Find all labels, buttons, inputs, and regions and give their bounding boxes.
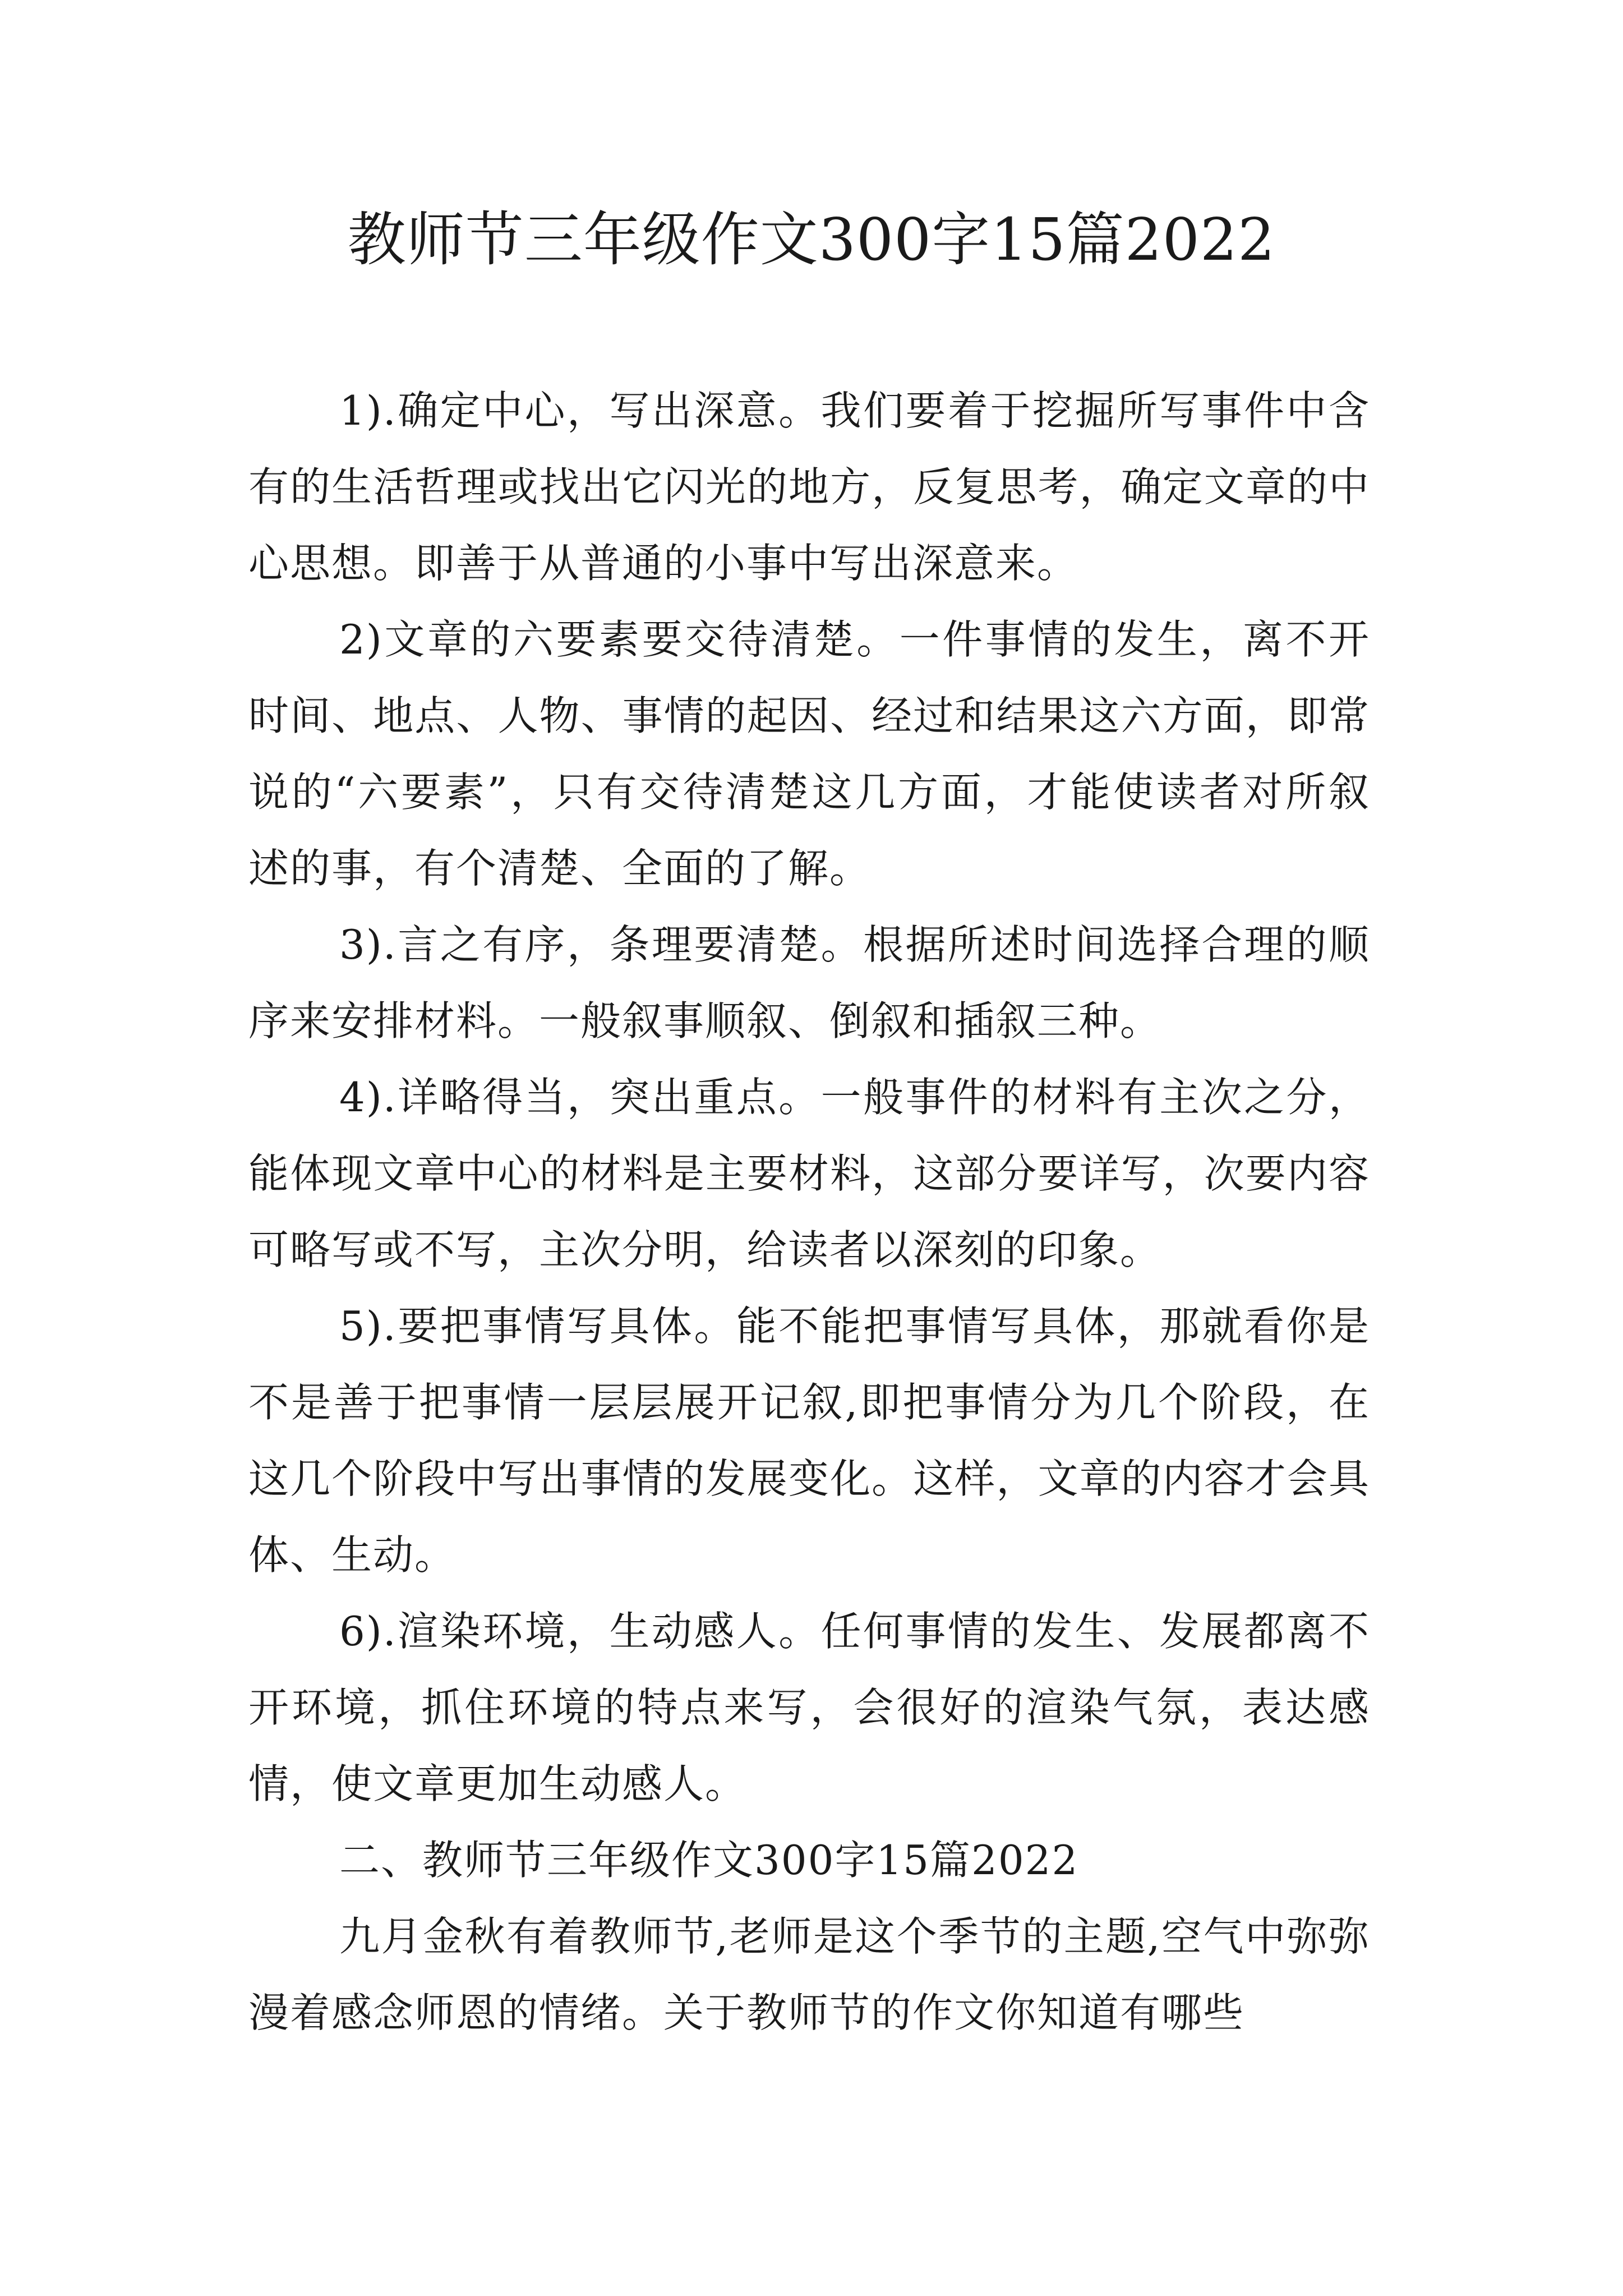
paragraph-3: 3).言之有序，条理要清楚。根据所述时间选择合理的顺序来安排材料。一般叙事顺叙、倒叙和插叙三种。	[248, 921, 1370, 1045]
paragraph-6: 6).渲染环境，生动感人。任何事情的发生、发展都离不开环境，抓住环境的特点来写，会很好的渲染气氛，表达感情，使文章更加生动感人。	[248, 1608, 1370, 1807]
paragraph-1: 1).确定中心，写出深意。我们要着于挖掘所写事件中含有的生活哲理或找出它闪光的地方，反复思考，确定文章的中心思想。即善于从普通的小事中写出深意来。	[248, 387, 1370, 587]
paragraph-5: 5).要把事情写具体。能不能把事情写具体，那就看你是不是善于把事情一层层展开记叙,即把事情分为几个阶段，在这几个阶段中写出事情的发展变化。这样，文章的内容才会具体、生动。	[248, 1303, 1370, 1579]
paragraph-2: 2)文章的六要素要交待清楚。一件事情的发生，离不开时间、地点、人物、事情的起因、经过和结果这六方面，即常说的“六要素”，只有交待清楚这几方面，才能使读者对所叙述的事，有个清楚、全面的了解。	[248, 616, 1370, 892]
document-title: 教师节三年级作文300字15篇2022	[347, 205, 1276, 274]
document-body	[248, 372, 1370, 2051]
paragraph-4: 4).详略得当，突出重点。一般事件的材料有主次之分，能体现文章中心的材料是主要材料，这部分要详写，次要内容可略写或不写，主次分明，给读者以深刻的印象。	[248, 1074, 1370, 1273]
section-heading: 二、教师节三年级作文300字15篇2022	[339, 1837, 1079, 1884]
paragraph-intro: 九月金秋有着教师节,老师是这个季节的主题,空气中弥弥漫着感念师恩的情绪。关于教师节的作文你知道有哪些	[248, 1913, 1370, 2036]
